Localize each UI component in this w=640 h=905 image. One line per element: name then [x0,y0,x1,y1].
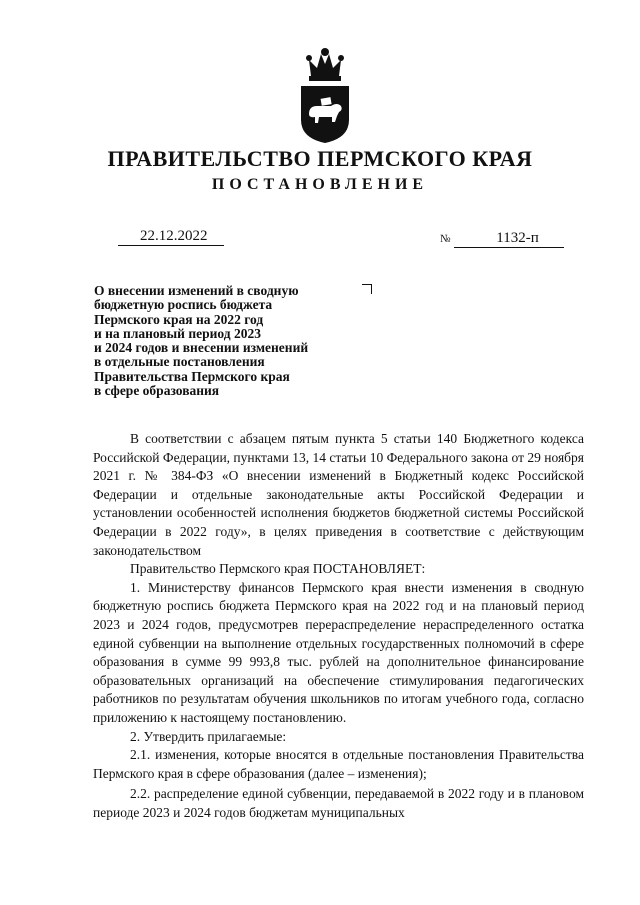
subject-line: в сфере образования [94,383,220,399]
subject-line: Правительства Пермского края [94,368,290,384]
subject-line: бюджетную роспись бюджета [94,297,273,313]
item-2-1-paragraph: 2.1. изменения, которые вносятся в отдельные постановления Правительства Пермского края в сфере образования (далее – изменения); [93,747,584,781]
item-1-paragraph: 1. Министерству финансов Пермского края внести изменения в сводную бюджетную роспись бюджета Пермского края на 2022 год и на плановый период 2023 и 2024 годов, предусмотрев перераспределение нераспределенного остатка единой субвенции на выполнение отдельных государственных полномочий в сфере образования в сумме 99 993,8 тыс. рублей на дополнительное финансирование образовательных организаций на обеспечение стимулирования педагогических работников по результатам обучения школьников по итогам учебного года, согласно приложению к настоящему постановлению. [93,579,584,725]
perm-krai-coat-of-arms-icon [297,46,353,144]
document-number-field [440,230,564,248]
subject-corner-mark [362,284,372,294]
document-subject [94,284,354,398]
subject-line: и на плановый период 2023 [94,325,261,341]
document-type: ПОСТАНОВЛЕНИЕ [211,176,429,193]
subject-line: и 2024 годов и внесении изменений [94,340,309,356]
document-number: 1132-п [454,230,564,248]
subject-line: О внесении изменений в сводную [94,283,299,298]
preamble-paragraph: В соответствии с абзацем пятым пункта 5 статьи 140 Бюджетного кодекса Российской Федерации, пунктами 13, 14 статьи 10 Федерального закона от 29 ноября 2021 г. № 384-ФЗ «О внесении изменений в Бюджетный кодекс Российской Федерации и отдельные законодательные акты Российской Федерации и установлении особенностей исполнения бюджетов бюджетной системы Российской Федерации в 2022 году», в целях приведения в соответствие с действующим законодательством [93,431,584,558]
subject-line: в отдельные постановления [94,354,265,370]
number-sign: № [440,233,451,245]
document-body [93,430,584,822]
item-2-2-paragraph: 2.2. распределение единой субвенции, передаваемой в 2022 году и в плановом периоде 2023 и 2024 годов бюджетам муниципальных [93,786,584,820]
subject-line: Пермского края на 2022 год [94,311,264,327]
item-2-paragraph: 2. Утвердить прилагаемые: [130,728,287,744]
decree-paragraph: Правительство Пермского края ПОСТАНОВЛЯЕТ: [130,561,426,577]
document-date: 22.12.2022 [118,228,224,246]
organization-title: ПРАВИТЕЛЬСТВО ПЕРМСКОГО КРАЯ [107,146,533,171]
